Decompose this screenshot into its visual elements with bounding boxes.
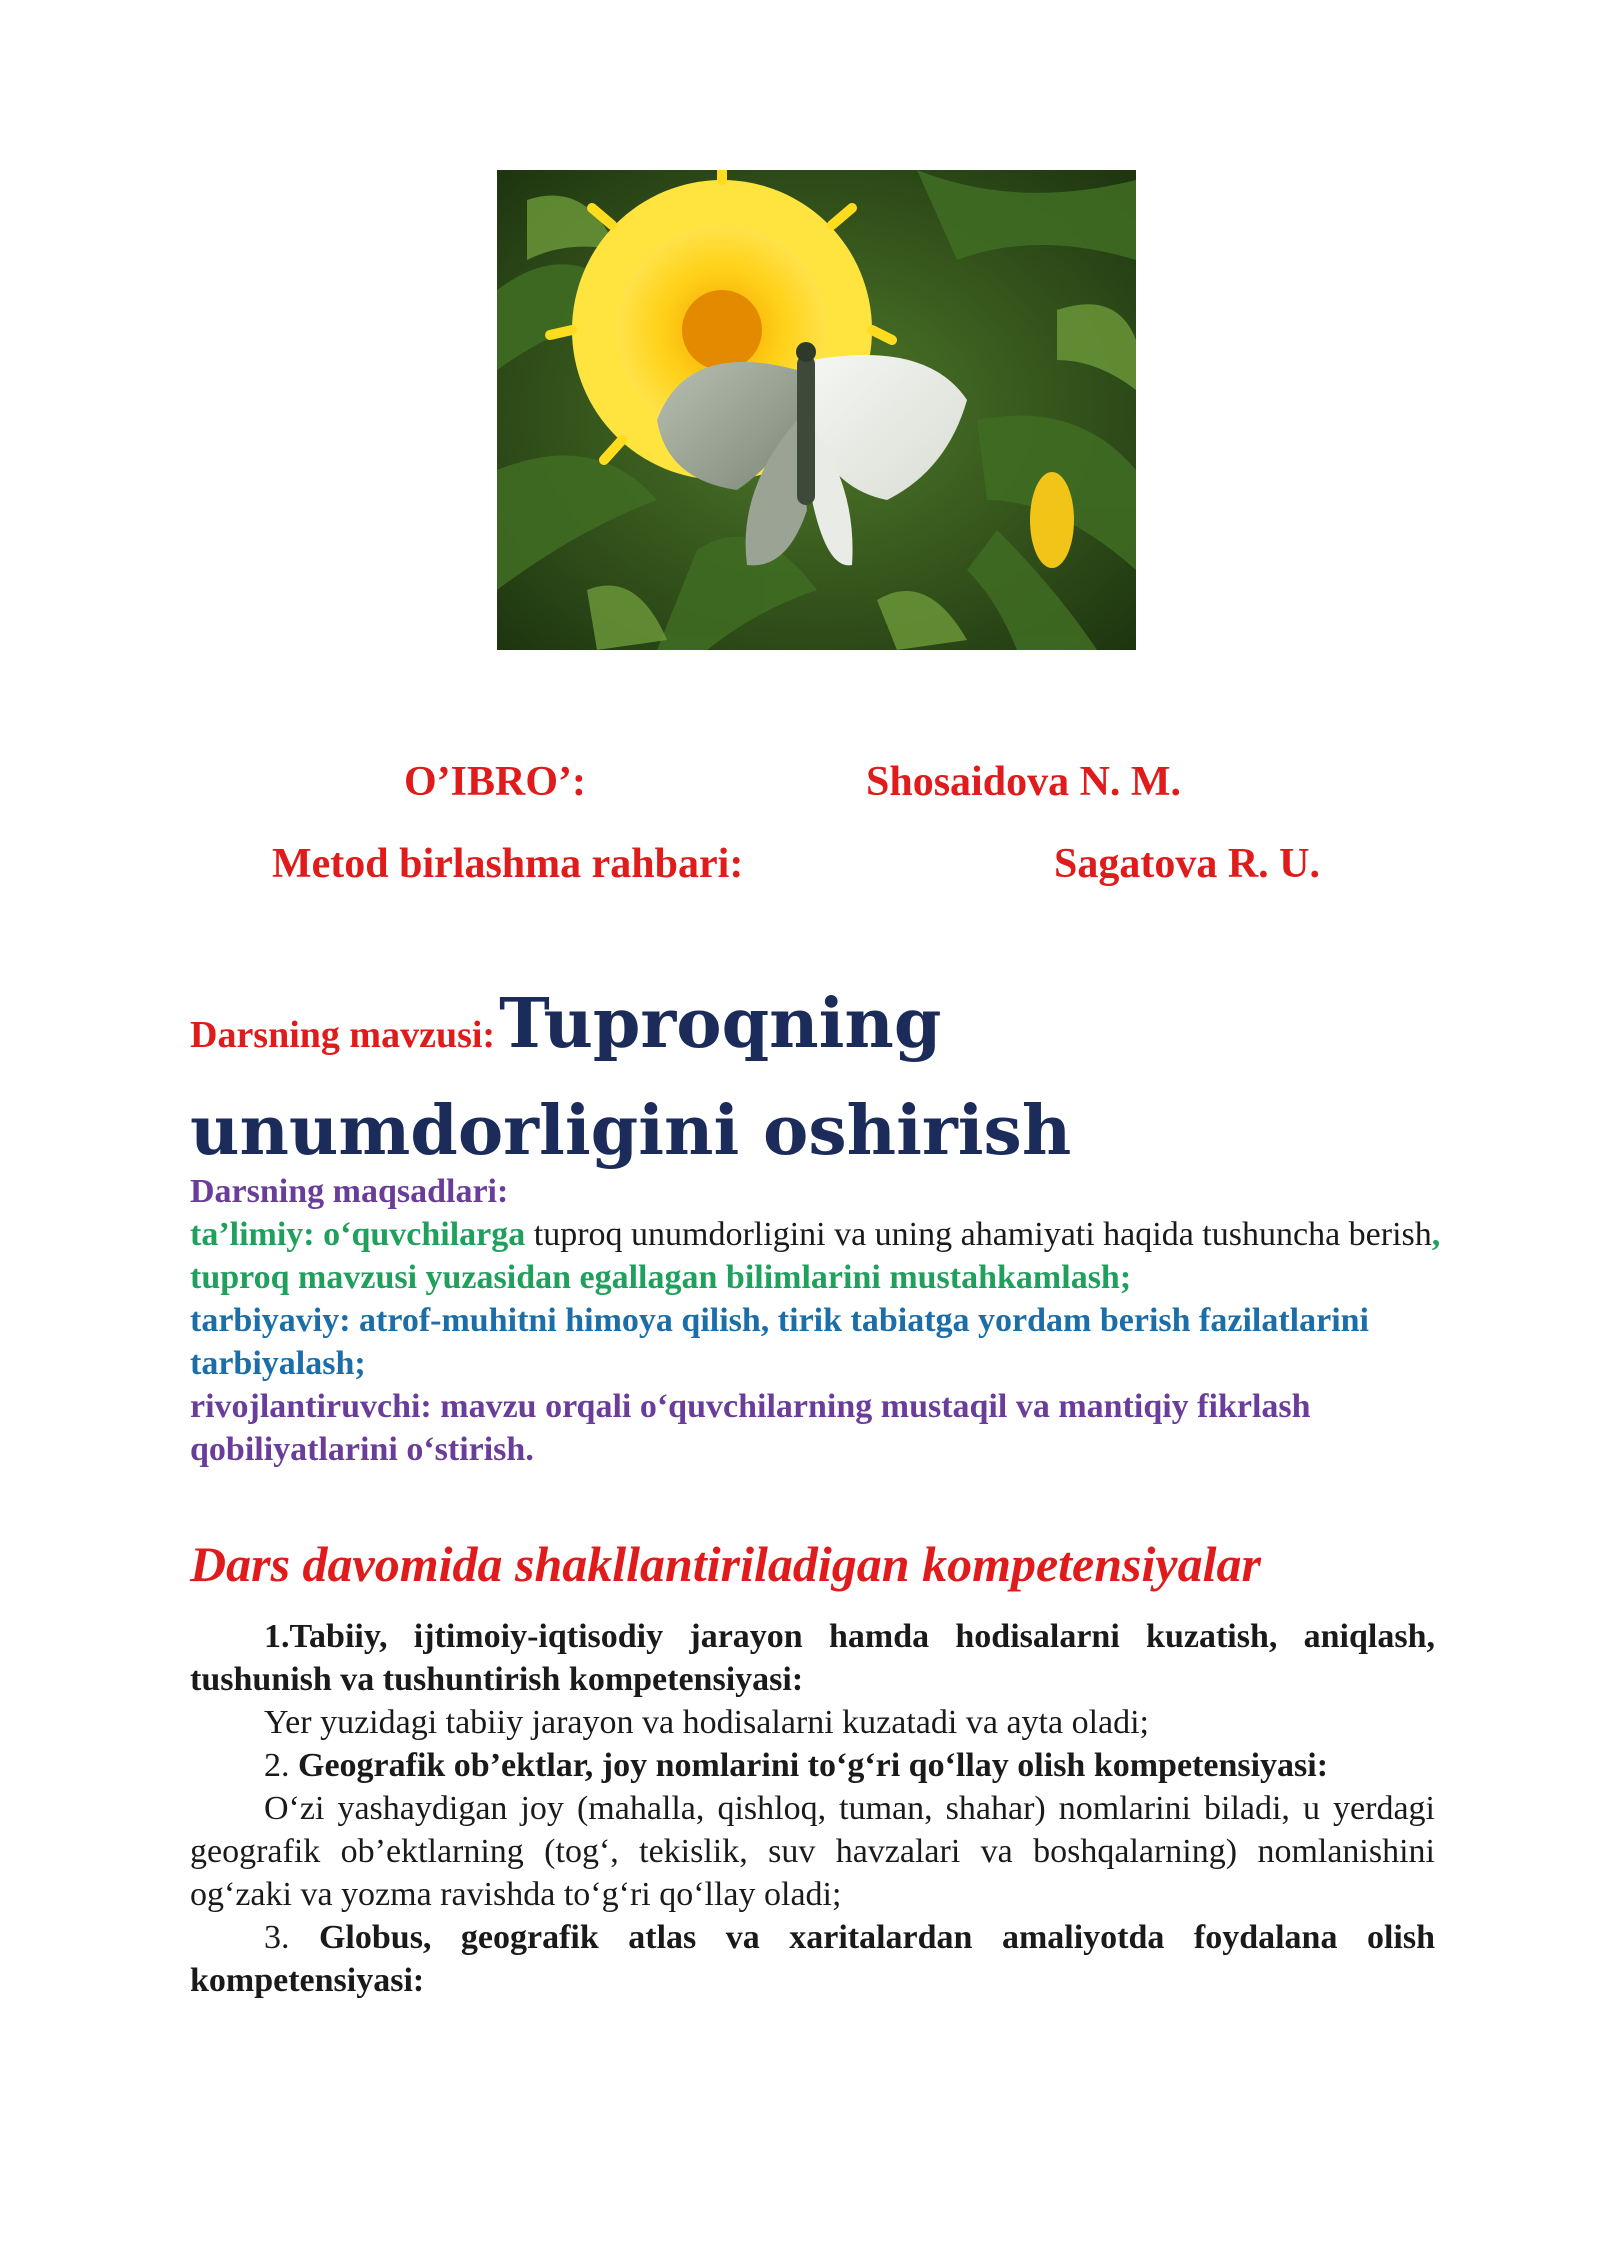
- competency-number: 3.: [264, 1919, 290, 1956]
- competency-number: 2.: [264, 1747, 290, 1784]
- dandelion-butterfly-photo: [497, 170, 1136, 650]
- competencies-list: [190, 1615, 1435, 2002]
- objectives-heading: Darsning maqsadlari:: [190, 1173, 509, 1210]
- objective-educational-text: tuproq unumdorligini va uning ahamiyati haqida tushuncha berish: [525, 1216, 1432, 1253]
- competency-title: Geografik ob’ektlar, joy nomlarini to‘g‘ri qo‘llay olish kompetensiyasi:: [289, 1747, 1329, 1784]
- competencies-heading: Dars davomida shakllantiriladigan kompetensiyalar: [190, 1536, 1261, 1592]
- objective-educational: [190, 1213, 1450, 1299]
- lesson-objectives: [190, 1170, 1450, 1471]
- competency-item: [190, 1916, 1435, 2002]
- objective-upbringing: tarbiyaviy: atrof-muhitni himoya qilish, tirik tabiatga yordam berish fazilatlarini tarbiyalash;: [190, 1302, 1369, 1382]
- signature-role-label: O’IBRO’:: [404, 759, 586, 805]
- objective-developmental: rivojlantiruvchi: mavzu orqali o‘quvchilarning mustaqil va mantiqiy fikrlash qobiliyatlarini o‘stirish.: [190, 1388, 1311, 1468]
- competency-item: [190, 1744, 1435, 1787]
- competency-description: Yer yuzidagi tabiiy jarayon va hodisalarni kuzatadi va ayta oladi;: [264, 1704, 1149, 1741]
- topic-title: Tuproqning unumdorligini oshirish: [190, 984, 1072, 1171]
- signature-role-label: Metod birlashma rahbari:: [272, 841, 744, 887]
- objective-educational-prefix: ta’limiy: o‘quvchilarga: [190, 1216, 526, 1253]
- competency-title: 1.Tabiiy, ijtimoiy-iqtisodiy jarayon hamda hodisalarni kuzatish, aniqlash, tushunish va tushuntirish kompetensiyasi:: [190, 1618, 1435, 1698]
- signature-name: Sagatova R. U.: [1054, 841, 1321, 887]
- signature-name: Shosaidova N. M.: [866, 759, 1182, 805]
- lesson-topic: [190, 980, 1450, 1194]
- objective-educational-rest: , tuproq mavzusi yuzasidan egallagan bilimlarini mustahkamlash;: [190, 1216, 1441, 1296]
- topic-label: Darsning mavzusi:: [190, 1014, 496, 1056]
- competency-title: Globus, geografik atlas va xaritalardan amaliyotda foydalana olish kompetensiyasi:: [190, 1919, 1435, 1999]
- competency-description: O‘zi yashaydigan joy (mahalla, qishloq, tuman, shahar) nomlarini biladi, u yerdagi geografik ob’ektlarning (tog‘, tekislik, suv havzalari va boshqalarning) nomlanishini og‘zaki va yozma ravishda to‘g‘ri qo‘llay oladi;: [190, 1790, 1435, 1913]
